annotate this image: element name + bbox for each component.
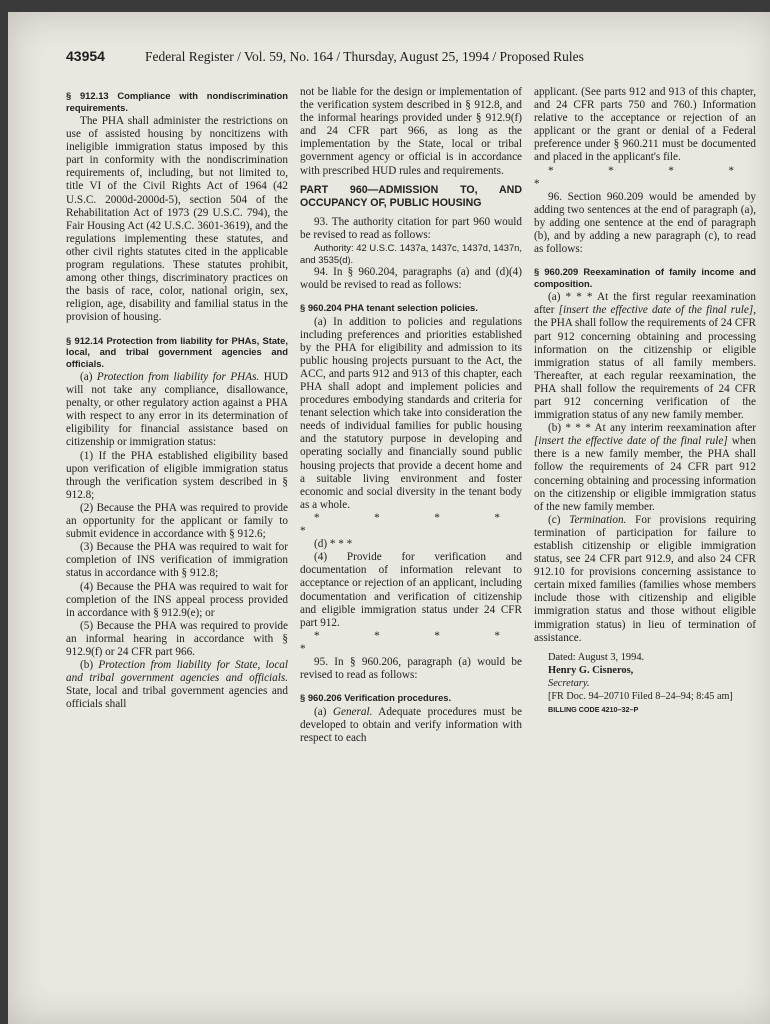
paragraph: (4) Provide for verification and documentation of information relevant to acceptance or rejection of an applicant, including documentation and verification of citizenship and eligible immigration status under 24 CFR part 912. [300,551,522,629]
dated-line: Dated: August 3, 1994. [548,651,645,663]
signer-name: Henry G. Cisneros, [548,664,634,676]
paragraph: (a) In addition to policies and regulations including preferences and priorities established by the PHA for eligibility and admission to its public housing projects pursuant to the Act, the ACC, and parts 912 and 913 of this chapter, each PHA shall adopt and implement policies and procedures embodying standards and criteria for tenant selection which take into consideration the needs of individual families for public housing and the statutory purpose in developing and operating socially and financially sound public housing projects that provide a decent home and a suitable living environment and foster economic and social diversity in the tenant body as a whole. [300,315,522,511]
ellipsis-stars: * * * * * [534,164,756,190]
paragraph: The PHA shall administer the restrictions on use of assisted housing by noncitizens with ineligible immigration status imposed by this part in conformity with the nondiscrimination requirements of, including, but not limited to, title VI of the Civil Rights Act of 1964 (42 U.S.C. 2000d-2000d-5), section 504 of the Rehabilitation Act of 1973 (29 U.S.C. 794), the Fair Housing Act (42 U.S.C. 3601-3619), and the regulations implementing these statutes, and other civil rights statutes cited in the applicable program regulations. These statutes prohibit, among other things, discriminatory practices on the basis of race, color, national origin, sex, religion, age, disability and familial status in the provision of housing. [66,115,288,324]
paragraph-b: (b) * * * At any interim reexamination after [insert the effective date of the final rule] when there is a new family member, the PHA shall follow the requirements of 24 CFR part 912 concerning obtaining and processing information on the citizenship or eligible immigration status of the new family member. [534,422,756,513]
authority-citation: Authority: 42 U.S.C. 1437a, 1437c, 1437d, 1437n, and 3535(d). [300,241,522,265]
column-3 [534,86,756,716]
paragraph-c: (c) Termination. For provisions requiring termination of participation for failure to establish citizenship or eligible immigration status, see 24 CFR part 912.9, and also 24 CFR 912.10 for provisions concerning assistance to certain mixed families (families whose members include those with citizenship and eligible immigration status and those without eligible immigration status) in lieu of termination of assistance. [534,513,756,644]
paragraph-a: (a) * * * At the first regular reexamination after [insert the effective date of the final rule], the PHA shall follow the requirements of 24 CFR part 912 concerning obtaining and processing information on the citizenship or eligible immigration status of all family members. Thereafter, at each regular reexamination, the PHA shall follow the requirements of 24 CFR part 912 concerning verification of the immigration status of any new family member. [534,291,756,422]
paragraph-b: (b) Protection from liability for State, local and tribal government agencies and officials. State, local and tribal government agencies and officials shall [66,659,288,711]
ellipsis-stars: * * * * * [300,629,522,655]
list-item: (2) Because the PHA was required to provide an opportunity for the applicant or family to submit evidence in accordance with § 912.6; [66,501,288,541]
section-heading-960-209: § 960.209 Reexamination of family income and composition. [534,266,756,289]
fr-doc-line: [FR Doc. 94–20710 Filed 8–24–94; 8:45 am] [548,691,733,703]
section-heading-912-13: § 912.13 Compliance with nondiscrimination requirements. [66,90,288,113]
part-heading: PART 960—ADMISSION TO, AND OCCUPANCY OF, PUBLIC HOUSING [300,183,522,209]
paragraph: 93. The authority citation for part 960 would be revised to read as follows: [300,215,522,241]
billing-code: BILLING CODE 4210–32–P [548,705,639,715]
paragraph: 96. Section 960.209 would be amended by adding two sentences at the end of paragraph (a), by adding one sentence at the end of paragraph (b), and by adding a new paragraph (c), to read as follows: [534,190,756,256]
paragraph: applicant. (See parts 912 and 913 of this chapter, and 24 CFR parts 750 and 760.) Information relative to the acceptance or rejection of an applicant or the grant or denial of a Federal preference under § 960.211 must be documented and placed in the applicant's file. [534,86,756,164]
signer-title: Secretary. [548,677,590,689]
list-item: (3) Because the PHA was required to wait for completion of INS verification of immigration status in accordance with § 912.8; [66,541,288,580]
list-item: (4) Because the PHA was required to wait for completion of the INS appeal process provided in accordance with § 912.9(e); or [66,580,288,619]
ellipsis-stars: * * * * * [300,511,522,538]
section-heading-960-206: § 960.206 Verification procedures. [300,692,452,704]
list-item: (5) Because the PHA was required to provide an informal hearing in accordance with § 912.9(f) or 24 CFR part 966. [66,619,288,658]
paragraph-a: (a) Protection from liability for PHAs. HUD will not take any compliance, disallowance, penalty, or other regulatory action against a PHA with respect to any error in its determination of eligibility for financial assistance based on citizenship or immigration status: [66,371,288,449]
header-title: Federal Register / Vol. 59, No. 164 / Thursday, August 25, 1994 / Proposed Rules [144,49,584,64]
section-heading-960-204: § 960.204 PHA tenant selection policies. [300,302,478,314]
paragraph-general: (a) General. Adequate procedures must be developed to obtain and verify information with respect to each [300,705,522,744]
page-number: 43954 [66,48,105,64]
paragraph: 94. In § 960.204, paragraphs (a) and (d)(4) would be revised to read as follows: [300,265,522,291]
column-1 [66,86,288,711]
paragraph: 95. In § 960.206, paragraph (a) would be revised to read as follows: [300,655,522,682]
list-item: (1) If the PHA established eligibility based upon verification of eligible immigration status through the verification system described in § 912.8; [66,449,288,501]
paragraph: not be liable for the design or implementation of the verification system described in § 912.8, and the informal hearings provided under § 912.9(f) and 24 CFR part 966, as long as the implementation by the State, local or tribal government agency or official is in accordance with prescribed HUD rules and requirements. [300,86,522,177]
column-2 [300,86,522,745]
document-page [8,12,770,1024]
page-header [66,48,766,65]
section-heading-912-14: § 912.14 Protection from liability for PHAs, State, local, and tribal government agencies and officials. [66,334,288,369]
paragraph: (d) * * * [314,538,353,551]
